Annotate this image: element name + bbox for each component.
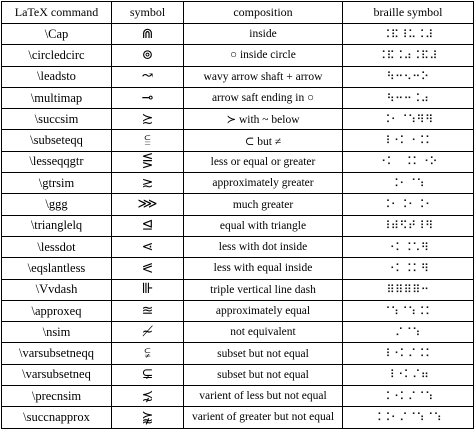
composition-cell: subset but not equal: [184, 343, 343, 364]
composition-cell: triple vertical line dash: [184, 279, 343, 300]
braille-cell: ⠨⠯⠨⠴⠨⠯⠼: [343, 45, 474, 66]
symbol-cell: ⋚: [112, 151, 184, 172]
latex-command-cell: \varsubsetneq: [2, 364, 112, 385]
composition-cell: wavy arrow shaft + arrow: [184, 66, 343, 87]
header-row: [2, 2, 474, 24]
latex-command-cell: \multimap: [2, 87, 112, 108]
braille-cell: ⠨⠨⠂⠌⠈⠱⠈⠱: [343, 407, 474, 428]
latex-command-cell: \eqslantless: [2, 258, 112, 279]
composition-cell: less with equal inside: [184, 258, 343, 279]
composition-cell: much greater: [184, 194, 343, 215]
braille-cell: ⠨⠂⠨⠂⠨⠂: [343, 194, 474, 215]
braille-cell: ⠸⠾⠫⠞⠸⠻: [343, 215, 474, 236]
latex-braille-table: [1, 1, 474, 429]
latex-command-cell: \ggg: [2, 194, 112, 215]
symbol-cell: ⊴: [112, 215, 184, 236]
table-row: [2, 109, 474, 130]
braille-cell: ⠐⠅⠨⠅⠻: [343, 258, 474, 279]
header-composition: composition: [184, 2, 343, 24]
symbol-cell: ⋖: [112, 236, 184, 257]
symbol-cell: ⫋: [112, 343, 184, 364]
table-row: [2, 215, 474, 236]
braille-cell: ⠿⠿⠿⠿⠒: [343, 279, 474, 300]
braille-cell: ⠳⠒⠢⠒⠕: [343, 66, 474, 87]
braille-cell: ⠨⠐⠅⠌⠈⠱: [343, 386, 474, 407]
symbol-cell: ⊸: [112, 87, 184, 108]
symbol-cell: ≊: [112, 300, 184, 321]
table-row: [2, 151, 474, 172]
latex-command-cell: \gtrsim: [2, 173, 112, 194]
table-row: [2, 279, 474, 300]
composition-cell: equal with triangle: [184, 215, 343, 236]
symbol-cell: ⋨: [112, 386, 184, 407]
header-braille-symbol: braille symbol: [343, 2, 474, 24]
table-row: [2, 194, 474, 215]
table-row: [2, 236, 474, 257]
braille-cell: ⠸⠐⠅⠌⠶: [343, 364, 474, 385]
table-row: [2, 24, 474, 45]
latex-command-cell: \precnsim: [2, 386, 112, 407]
symbol-cell: ⪕: [112, 258, 184, 279]
composition-cell: varient of greater but not equal: [184, 407, 343, 428]
composition-cell: approximately greater: [184, 173, 343, 194]
symbol-cell: ⊪: [112, 279, 184, 300]
latex-command-cell: \Cap: [2, 24, 112, 45]
symbol-cell: ⫅: [112, 130, 184, 151]
braille-cell: ⠸⠐⠅⠌⠨⠅: [343, 343, 474, 364]
composition-cell: inside: [184, 24, 343, 45]
braille-cell: ⠨⠂⠈⠱: [343, 173, 474, 194]
symbol-cell: ↝: [112, 66, 184, 87]
latex-command-cell: \succsim: [2, 109, 112, 130]
composition-cell: approximately equal: [184, 300, 343, 321]
symbol-cell: ≳: [112, 173, 184, 194]
symbol-cell: ≁: [112, 322, 184, 343]
composition-cell: less with dot inside: [184, 236, 343, 257]
table-row: [2, 173, 474, 194]
table-row: [2, 66, 474, 87]
table-row: [2, 300, 474, 321]
composition-cell: varient of less but not equal: [184, 386, 343, 407]
composition-cell: ○ inside circle: [184, 45, 343, 66]
header-latex-command: LaTeX command: [2, 2, 112, 24]
latex-command-cell: \trianglelq: [2, 215, 112, 236]
symbol-cell: ⋙: [112, 194, 184, 215]
symbol-cell: ⪺: [112, 407, 184, 428]
composition-cell: arrow saft ending in ○: [184, 87, 343, 108]
latex-command-cell: \approxeq: [2, 300, 112, 321]
braille-cell: ⠸⠐⠅⠐⠨⠅: [343, 130, 474, 151]
table-row: [2, 407, 474, 428]
table-row: [2, 322, 474, 343]
table-row: [2, 87, 474, 108]
symbol-cell: ⋒: [112, 24, 184, 45]
composition-cell: ≻ with ~ below: [184, 109, 343, 130]
symbol-cell: ⊊: [112, 364, 184, 385]
latex-command-cell: \Vvdash: [2, 279, 112, 300]
latex-command-cell: \subseteqq: [2, 130, 112, 151]
latex-command-cell: \circledcirc: [2, 45, 112, 66]
symbol-cell: ⊚: [112, 45, 184, 66]
braille-cell: ⠐⠅⠀⠨⠅⠐⠕: [343, 151, 474, 172]
braille-cell: ⠨⠂⠈⠱⠻⠻: [343, 109, 474, 130]
latex-command-cell: \nsim: [2, 322, 112, 343]
braille-cell: ⠈⠱⠈⠱⠨⠅: [343, 300, 474, 321]
latex-command-cell: \lesseqqgtr: [2, 151, 112, 172]
table-row: [2, 343, 474, 364]
table-row: [2, 45, 474, 66]
latex-command-cell: \succnapprox: [2, 407, 112, 428]
braille-cell: ⠐⠅⠨⠡⠻: [343, 236, 474, 257]
symbol-cell: ≿: [112, 109, 184, 130]
braille-cell: ⠨⠯⠸⠥⠨⠼: [343, 24, 474, 45]
header-symbol: symbol: [112, 2, 184, 24]
latex-command-cell: \leadsto: [2, 66, 112, 87]
latex-command-cell: \varsubsetneqq: [2, 343, 112, 364]
table-row: [2, 258, 474, 279]
latex-command-cell: \lessdot: [2, 236, 112, 257]
braille-cell: ⠌⠈⠱: [343, 322, 474, 343]
composition-cell: less or equal or greater: [184, 151, 343, 172]
table-row: [2, 130, 474, 151]
composition-cell: subset but not equal: [184, 364, 343, 385]
braille-cell: ⠳⠒⠒⠨⠴: [343, 87, 474, 108]
composition-cell: not equivalent: [184, 322, 343, 343]
table-row: [2, 364, 474, 385]
composition-cell: ⊂ but ≠: [184, 130, 343, 151]
